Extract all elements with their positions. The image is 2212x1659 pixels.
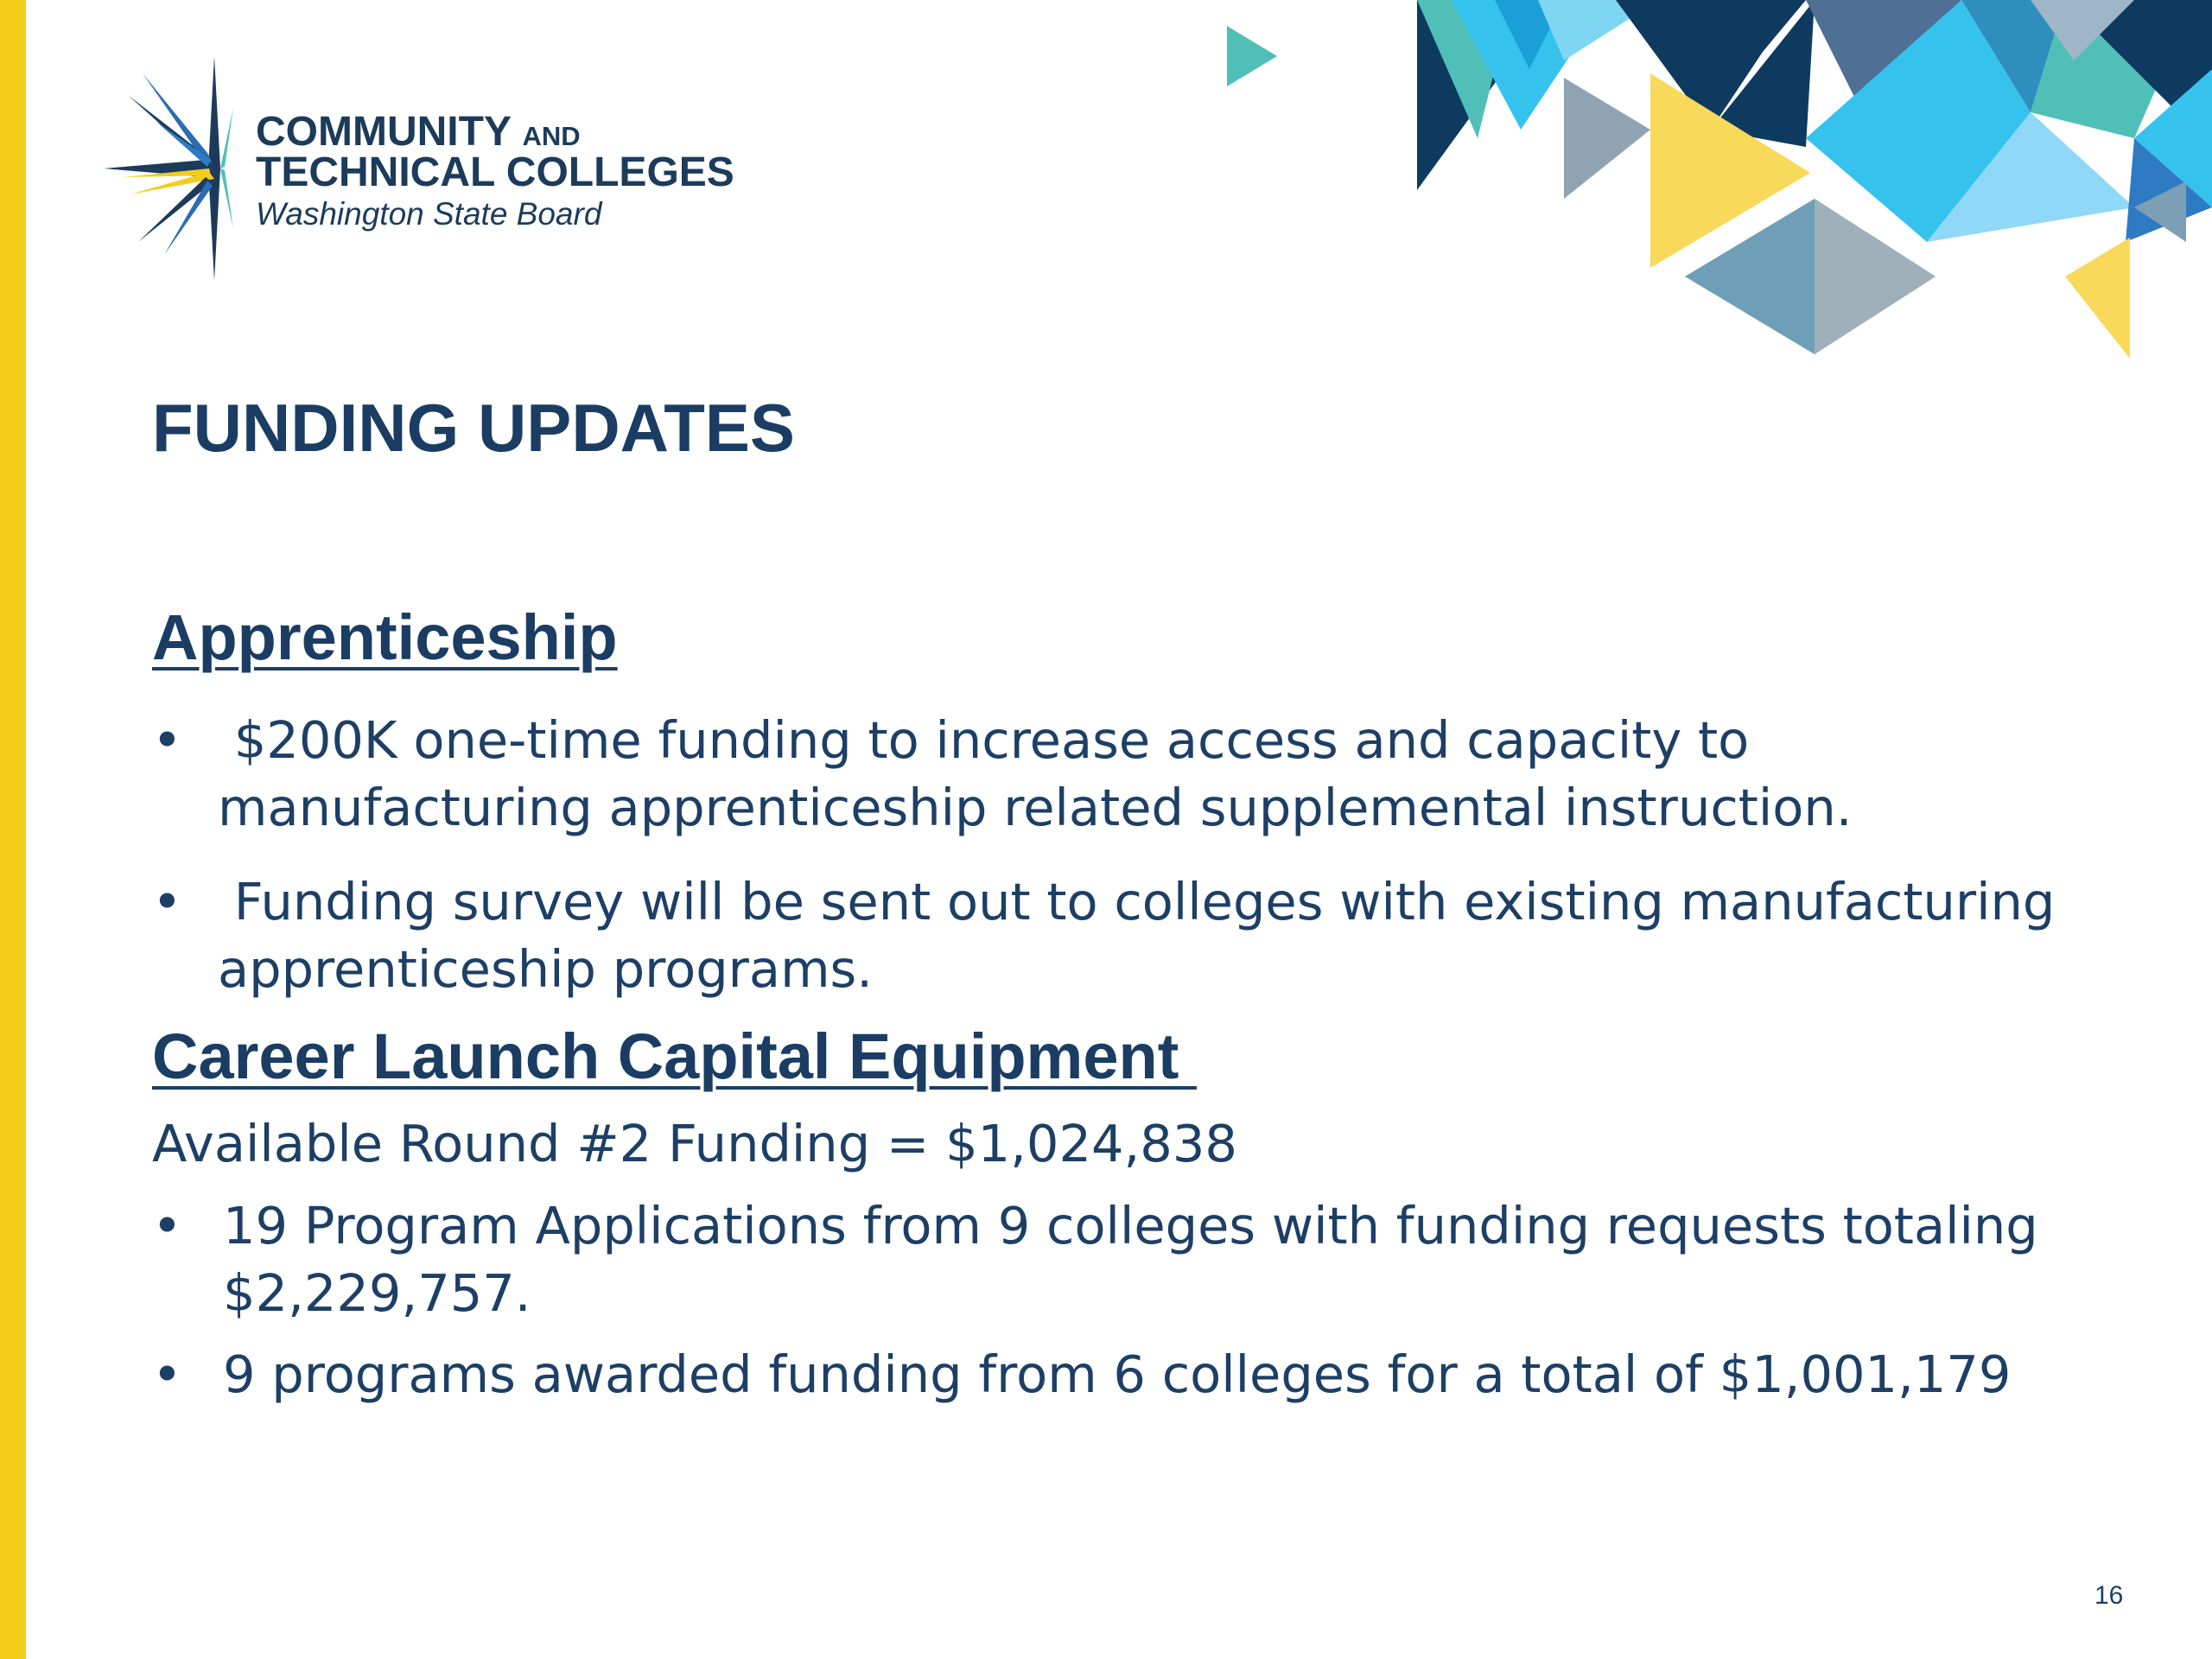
compass-star-icon	[104, 56, 233, 281]
bullet-text: 19 Program Applications from 9 colleges with funding requests totaling $2,229,757.	[223, 1196, 2038, 1323]
available-funding-text: Available Round #2 Funding = $1,024,838	[152, 1114, 1237, 1173]
bullet-icon: •	[152, 1344, 182, 1404]
logo-text-line3: Washington State Board	[256, 196, 602, 232]
sbctc-logo	[104, 56, 760, 289]
logo-text-line1: COMMUNITY AND	[256, 109, 581, 155]
page-number: 16	[2094, 1581, 2124, 1610]
bullet-icon: •	[152, 1196, 182, 1255]
bullet-text: Funding survey will be sent out to colleges with existing manufacturing apprenticeship programs.	[218, 872, 2056, 999]
logo-text-line2: TECHNICAL COLLEGES	[256, 149, 734, 195]
decorative-triangles-graphic	[1201, 0, 2212, 380]
career-launch-heading: Career Launch Capital Equipment	[152, 1020, 1197, 1092]
bullet-text: $200K one-time funding to increase access and capacity to manufacturing apprenticeship related supplemental instruction.	[218, 710, 1853, 837]
slide-title: FUNDING UPDATES	[152, 390, 795, 466]
yellow-accent-bar	[0, 0, 26, 1659]
bullet-icon: •	[152, 872, 182, 931]
bullet-text: 9 programs awarded funding from 6 colleges for a total of $1,001,179	[223, 1344, 2012, 1404]
apprenticeship-heading: Apprenticeship	[152, 601, 618, 673]
bullet-icon: •	[152, 710, 182, 770]
